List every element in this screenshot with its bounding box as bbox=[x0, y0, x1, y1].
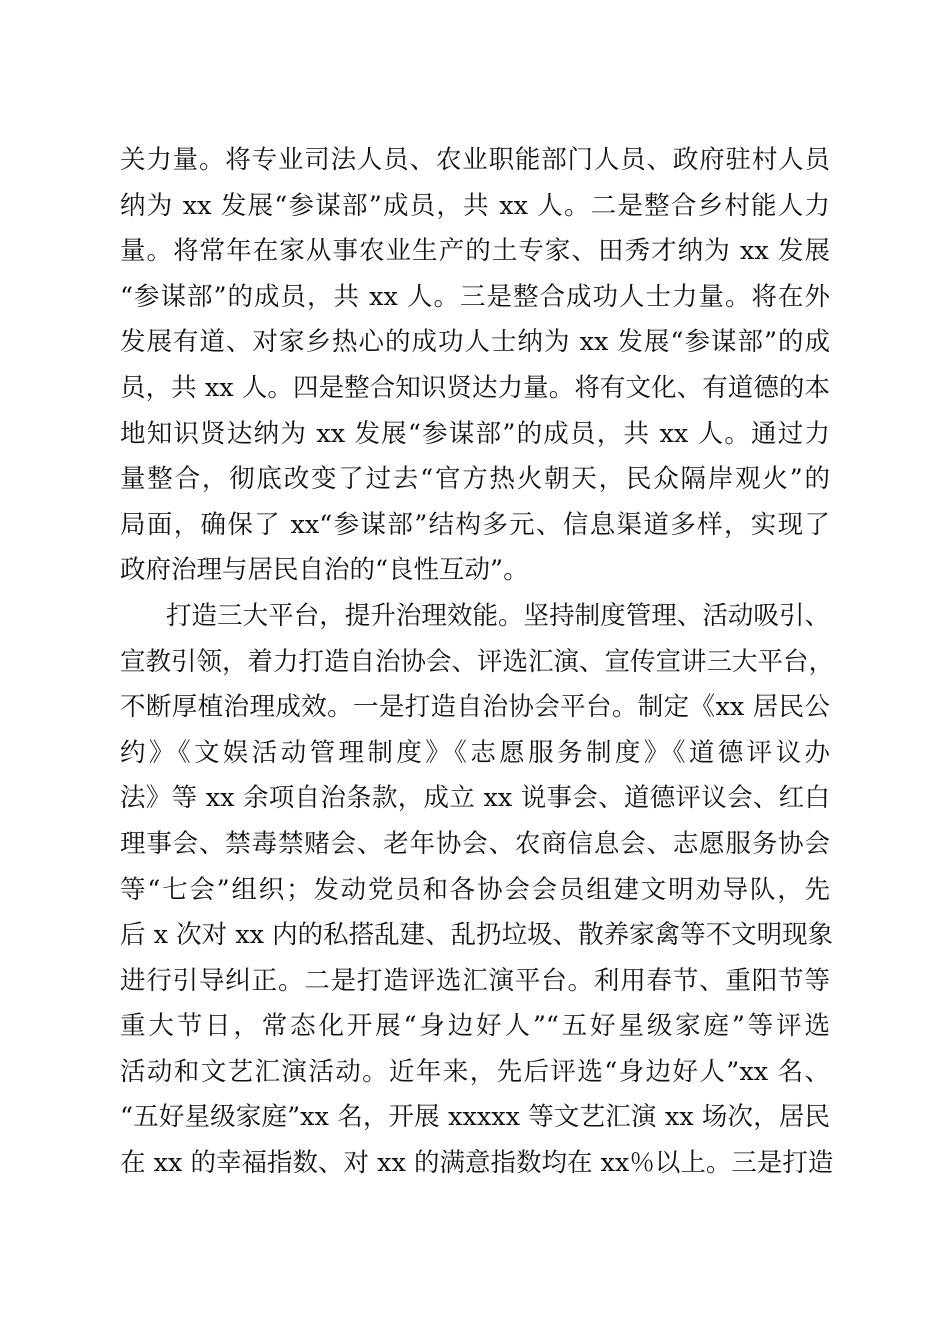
text-line: 等“七会”组织；发动党员和各协会会员组建文明劝导队，先 bbox=[120, 874, 830, 905]
body-text bbox=[120, 138, 835, 1187]
text-line: 纳为 xx 发展“参谋部”成员，共 xx 人。二是整合乡村能人力 bbox=[120, 190, 830, 221]
text-line: 局面，确保了 xx“参谋部”结构多元、信息渠道多样，实现了 bbox=[120, 509, 830, 540]
text-line: 在 xx 的幸福指数、对 xx 的满意指数均在 xx％以上。三是打造 bbox=[120, 1148, 834, 1179]
text-line: 关力量。将专业司法人员、农业职能部门人员、政府驻村人员 bbox=[120, 145, 830, 175]
text-line: “五好星级家庭”xx 名，开展 xxxxx 等文艺汇演 xx 场次，居民 bbox=[120, 1102, 830, 1133]
text-line: 后 x 次对 xx 内的私搭乱建、乱扔垃圾、散养家禽等不文明现象 bbox=[120, 920, 834, 951]
text-line: 约》《文娱活动管理制度》《志愿服务制度》《道德评议办 bbox=[120, 737, 830, 768]
text-line: “参谋部”的成员，共 xx 人。三是整合成功人士力量。将在外 bbox=[120, 281, 830, 312]
text-line: 宣教引领，着力打造自治协会、评选汇演、宣传宣讲三大平台， bbox=[120, 646, 835, 677]
text-line: 法》等 xx 余项自治条款，成立 xx 说事会、道德评议会、红白 bbox=[120, 783, 830, 814]
text-line: 不断厚植治理成效。一是打造自治协会平台。制定《xx 居民公 bbox=[120, 692, 830, 723]
text-line: 进行引导纠正。二是打造评选汇演平台。利用春节、重阳节等 bbox=[120, 965, 830, 996]
text-line: 员，共 xx 人。四是整合知识贤达力量。将有文化、有道德的本 bbox=[120, 372, 830, 403]
text-line: 重大节日，常态化开展“身边好人”“五好星级家庭”等评选 bbox=[120, 1011, 830, 1042]
text-line: 政府治理与居民自治的“良性互动”。 bbox=[120, 555, 529, 586]
paragraph-first-line: 打造三大平台，提升治理效能。坚持制度管理、活动吸引、 bbox=[166, 600, 830, 631]
text-line: 发展有道、对家乡热心的成功人士纳为 xx 发展“参谋部”的成 bbox=[120, 327, 830, 358]
text-line: 量。将常年在家从事农业生产的土专家、田秀才纳为 xx 发展 bbox=[120, 236, 830, 267]
text-line: 地知识贤达纳为 xx 发展“参谋部”的成员，共 xx 人。通过力 bbox=[120, 418, 830, 449]
text-line: 活动和文艺汇演活动。近年来，先后评选“身边好人”xx 名、 bbox=[120, 1056, 830, 1087]
text-line: 理事会、禁毒禁赌会、老年协会、农商信息会、志愿服务协会 bbox=[120, 828, 830, 859]
text-line: 量整合，彻底改变了过去“官方热火朝天，民众隔岸观火”的 bbox=[120, 464, 830, 495]
